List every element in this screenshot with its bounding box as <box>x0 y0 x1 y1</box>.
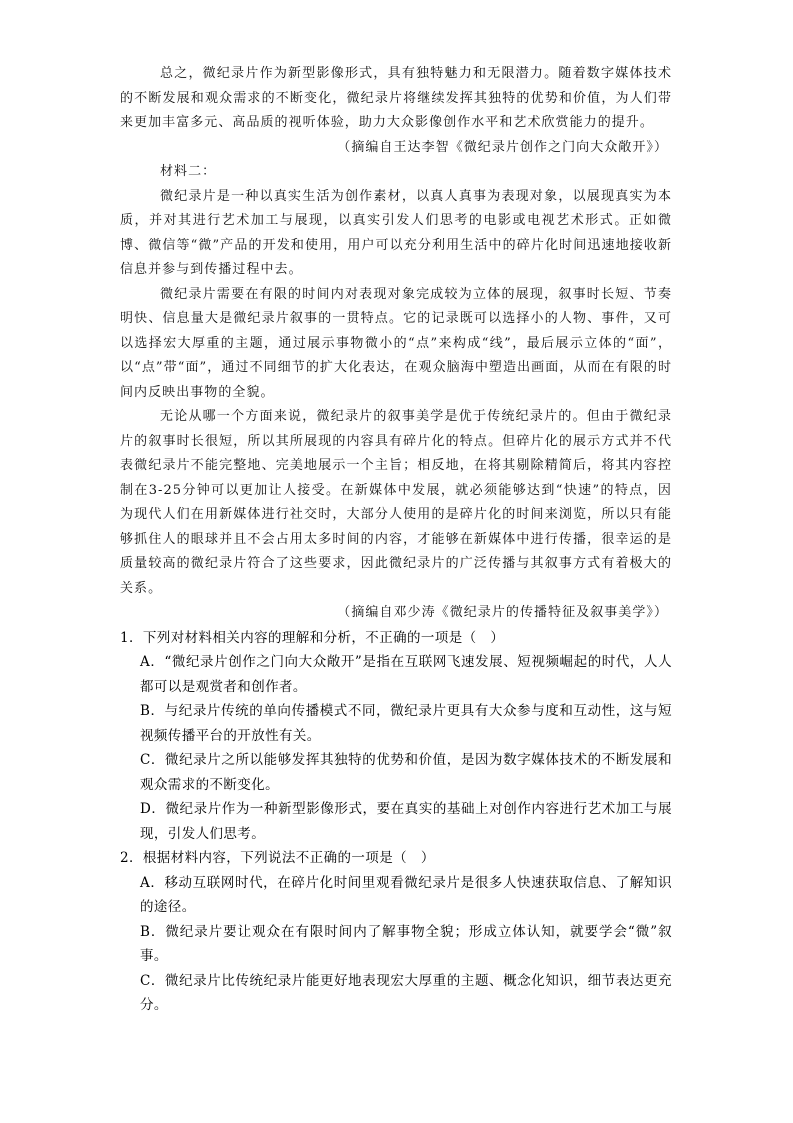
question-1-option-b: B．与纪录片传统的单向传播模式不同，微纪录片更具有大众参与度和互动性，这与短视频传播平台的开放性有关。 <box>140 703 672 744</box>
material-2-paragraph-1: 微纪录片是一种以真实生活为创作素材，以真人真事为表现对象，以展现真实为本质，并对其进行艺术加工与展现，以真实引发人们思考的电影或电视艺术形式。正如微博、微信等“微”产品的开发和使用，用户可以充分利用生活中的碎片化时间迅速地接收新信息并参与到传播过程中去。 <box>120 188 672 277</box>
question-1-option-c: C．微纪录片之所以能够发挥其独特的优势和价值，是因为数字媒体技术的不断发展和观众需求的不断变化。 <box>140 752 672 793</box>
question-2-stem: 2．根据材料内容，下列说法不正确的一项是（ ） <box>120 850 435 866</box>
material-2 <box>120 160 672 626</box>
question-2-option-b: B．微纪录片要让观众在有限时间内了解事物全貌；形成立体认知，就要学会“微”叙事。 <box>140 923 672 964</box>
material-1-paragraph: 总之，微纪录片作为新型影像形式，具有独特魅力和无限潜力。随着数字媒体技术的不断发展和观众需求的不断变化，微纪录片将继续发挥其独特的优势和价值，为人们带来更加丰富多元、高品质的视听体验，助力大众影像创作水平和艺术欣赏能力的提升。 <box>120 66 672 130</box>
question-section <box>120 626 672 1018</box>
question-2-option-c: C．微纪录片比传统纪录片能更好地表现宏大厚重的主题、概念化知识，细节表达更充分。 <box>140 972 672 1013</box>
material-2-paragraph-2: 微纪录片需要在有限的时间内对表现对象完成较为立体的展现，叙事时长短、节奏明快、信息量大是微纪录片叙事的一贯特点。它的记录既可以选择小的人物、事件，又可以选择宏大厚重的主题，通过展示事物微小的“点”来构成“线”，最后展示立体的“面”，以“点”带“面”，通过不同细节的扩大化表达，在观众脑海中塑造出画面，从而在有限的时间内反映出事物的全貌。 <box>120 286 672 400</box>
material-2-source: （摘编自邓少涛《微纪录片的传播特征及叙事美学》） <box>337 605 668 620</box>
material-1 <box>120 62 672 160</box>
question-1 <box>120 626 672 847</box>
question-2 <box>120 846 672 1018</box>
material-2-paragraph-3: 无论从哪一个方面来说，微纪录片的叙事美学是优于传统纪录片的。但由于微纪录片的叙事时长很短，所以其所展现的内容具有碎片化的特点。但碎片化的展示方式并不代表微纪录片不能完整地、完美地展示一个主旨；相反地，在将其剔除精简后，将其内容控制在3-25分钟可以更加让人接受。在新媒体中发展，就必须能够达到“快速”的特点，因为现代人们在用新媒体进行社交时，大部分人使用的是碎片化的时间来浏览，所以只有能够抓住人的眼球并且不会占用太多时间的内容，才能够在新媒体中进行传播，很幸运的是质量较高的微纪录片符合了这些要求，因此微纪录片的广泛传播与其叙事方式有着极大的关系。 <box>120 409 672 596</box>
question-2-option-a: A．移动互联网时代，在碎片化时间里观看微纪录片是很多人快速获取信息、了解知识的途径。 <box>140 874 672 915</box>
material-2-label: 材料二： <box>160 164 217 179</box>
question-1-stem: 1．下列对材料相关内容的理解和分析，不正确的一项是（ ） <box>120 629 505 646</box>
document-content <box>120 62 672 1018</box>
question-1-option-d: D．微纪录片作为一种新型影像形式，要在真实的基础上对创作内容进行艺术加工与展现，引发人们思考。 <box>140 801 672 842</box>
question-1-option-a: A．“微纪录片创作之门向大众敞开”是指在互联网飞速发展、短视频崛起的时代，人人都可以是观赏者和创作者。 <box>140 654 672 695</box>
material-1-source: （摘编自王达李智《微纪录片创作之门向大众敞开》） <box>337 139 668 155</box>
